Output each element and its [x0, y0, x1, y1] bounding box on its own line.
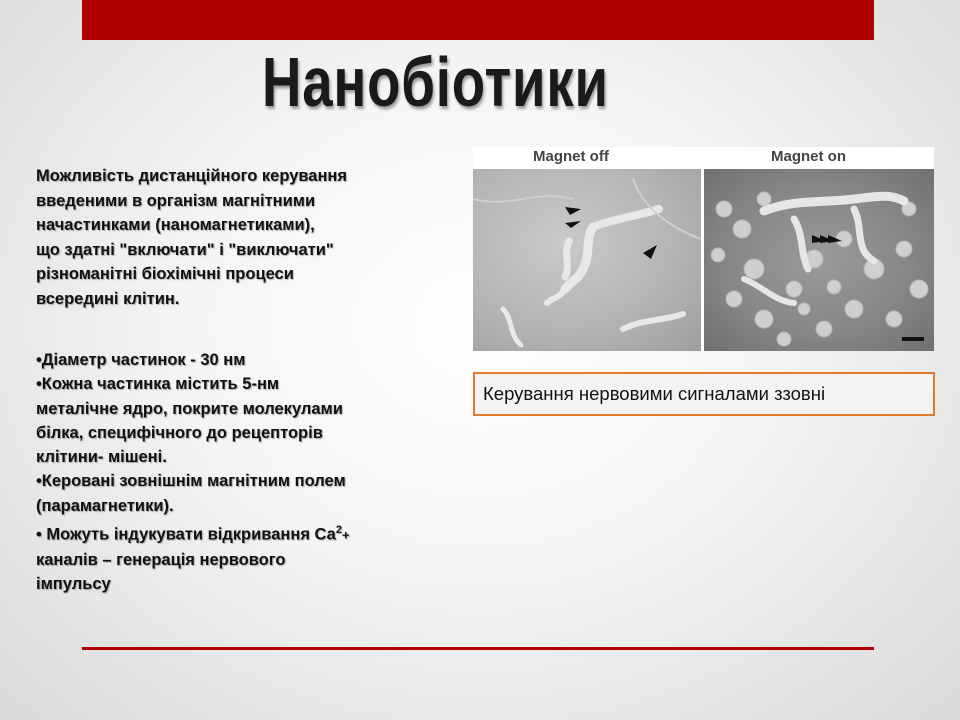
bullet-calcium-plus: +: [341, 527, 350, 543]
bullet-calcium-prefix: • Можуть індукувати відкривання Са: [36, 525, 336, 544]
bottom-accent-line: [82, 647, 874, 650]
magnet-off-label: Magnet off: [533, 148, 609, 165]
magnet-off-micrograph: [473, 169, 701, 351]
bullet-item-calcium: [36, 518, 436, 596]
figure-caption-box: Керування нервовими сигналами ззовні: [473, 372, 935, 416]
magnet-on-label: Magnet on: [771, 148, 846, 165]
intro-paragraph: Можливість дистанційного керування введеними в організм магнітними начастинками (наномагнетиками), що здатні "включати" і "виключати" різноманітні біохімічні процеси всередині клітин.: [36, 167, 348, 308]
bullet-calcium-superscript: 2: [335, 524, 342, 537]
top-accent-bar: [82, 0, 874, 40]
bullet-item-control: •Керовані зовнішнім магнітним полем (парамагнетики).: [36, 472, 346, 515]
bullet-calcium-rest: каналів – генерація нервового імпульсу: [36, 550, 286, 594]
intro-text-block: [36, 164, 426, 311]
bullet-list: [36, 348, 436, 596]
bullet-item-core: •Кожна частинка містить 5-нм металічне ядро, покрите молекулами білка, специфічного до рецепторів клітини- мішені.: [36, 375, 343, 467]
micrograph-figure: [473, 147, 934, 351]
magnet-on-micrograph: [704, 169, 934, 351]
bullet-item-diameter: •Діаметр частинок - 30 нм: [36, 351, 246, 369]
slide-title: Нанобіотики: [262, 43, 609, 121]
